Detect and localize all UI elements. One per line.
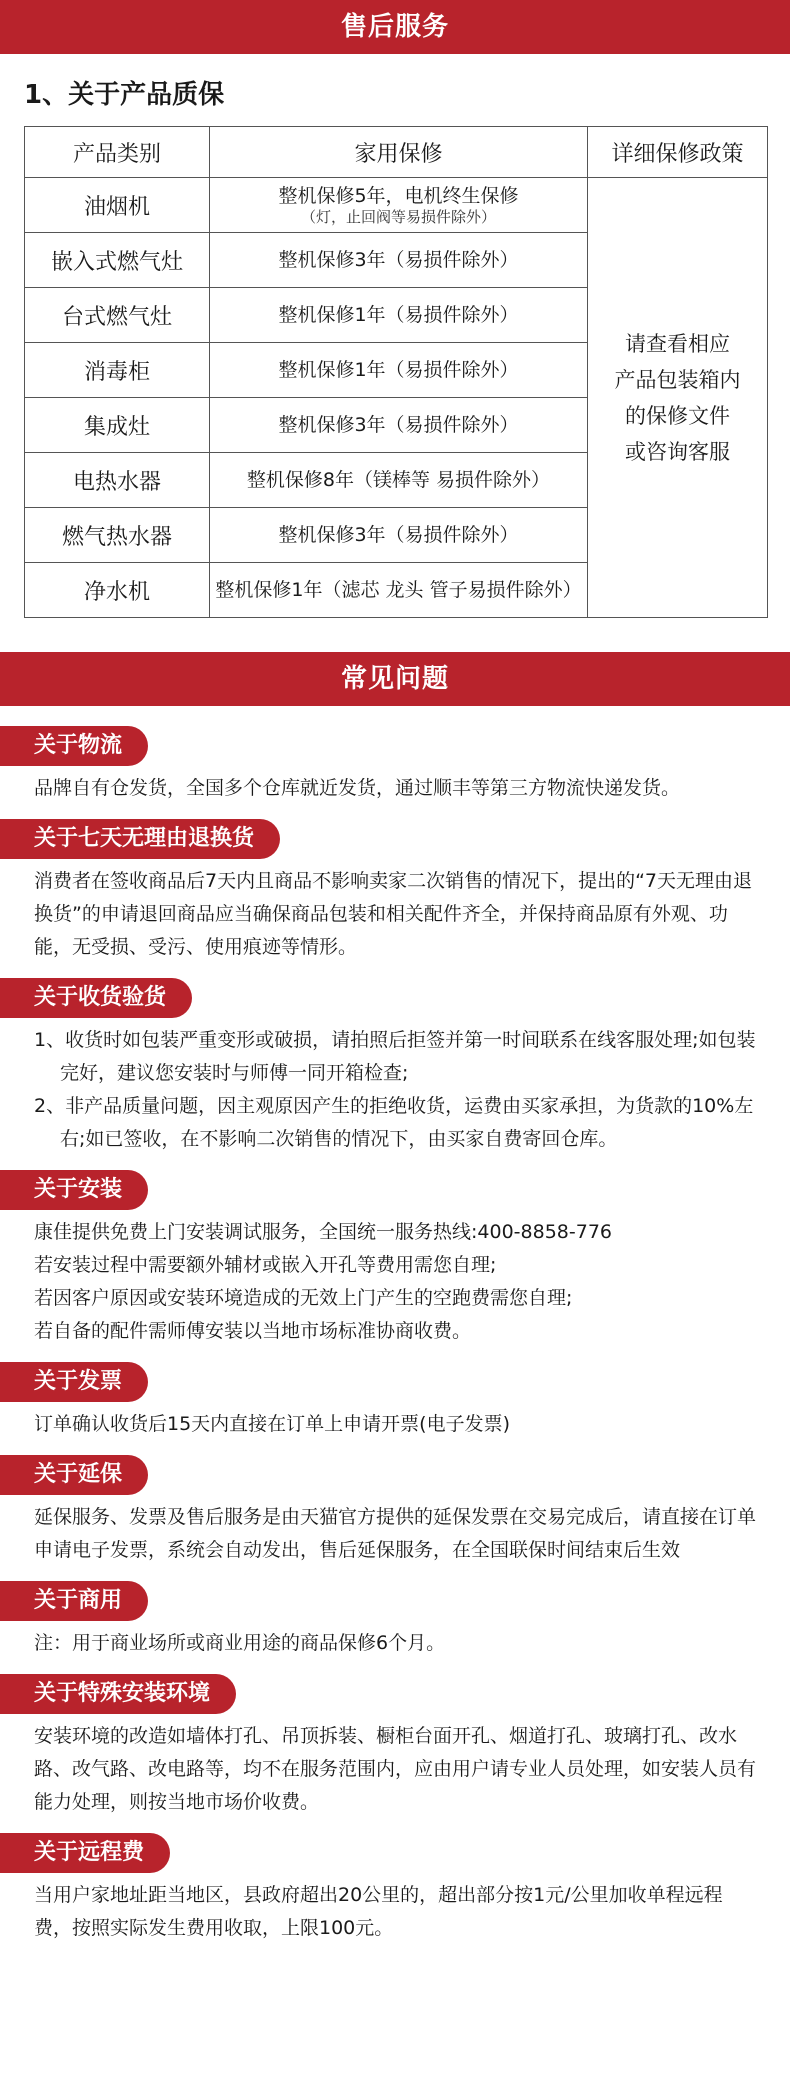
row-coverage: 整机保修3年（易损件除外） [210,233,588,288]
faq-title: 关于物流 [0,726,148,766]
faq-text: 订单确认收货后15天内直接在订单上申请开票(电子发票) [34,1413,511,1435]
faq-text: 注：用于商业场所或商业用途的商品保修6个月。 [34,1632,446,1654]
faq-seven-day-return [0,819,790,964]
coverage-note: （灯，止回阀等易损件除外） [300,208,496,226]
faq-line: 若自备的配件需师傅安装以当地市场标准协商收费。 [34,1320,472,1342]
faq-title: 关于七天无理由退换货 [0,819,280,859]
faq-title: 关于安装 [0,1170,148,1210]
row-category: 嵌入式燃气灶 [25,233,210,288]
table-header-row [25,127,768,178]
faq-logistics [0,726,790,805]
faq-title: 关于发票 [0,1362,148,1402]
faq-item: 1、收货时如包装严重变形或破损，请拍照后拒签并第一时间联系在线客服处理;如包装完好，建议您安装时与师傅一同开箱检查; [34,1029,756,1084]
faq-installation [0,1170,790,1348]
faq-title: 关于收货验货 [0,978,192,1018]
table-row [25,178,768,233]
header-coverage: 家用保修 [210,127,588,178]
faq-text-block [0,1018,790,1156]
faq-item: 2、非产品质量问题，因主观原因产生的拒绝收货，运费由买家承担，为货款的10%左右;如已签收，在不影响二次销售的情况下，由买家自费寄回仓库。 [34,1095,754,1150]
faq-line: 康佳提供免费上门安装调试服务，全国统一服务热线:400-8858-776 [34,1221,612,1243]
detail-line: 产品包装箱内 [614,367,741,392]
after-sales-banner: 售后服务 [0,0,790,54]
faq-inspection [0,978,790,1156]
faq-text: 延保服务、发票及售后服务是由天猫官方提供的延保发票在交易完成后，请直接在订单申请电子发票，系统会自动发出，售后延保服务，在全国联保时间结束后生效 [34,1506,757,1561]
row-category: 燃气热水器 [25,508,210,563]
row-category: 净水机 [25,563,210,618]
detail-policy-cell [588,178,768,618]
faq-title: 关于远程费 [0,1833,170,1873]
faq-text: 消费者在签收商品后7天内且商品不影响卖家二次销售的情况下，提出的“7天无理由退换货”的申请退回商品应当确保商品包装和相关配件齐全，并保持商品原有外观、功能，无受损、受污、使用痕迹等情形。 [34,870,753,958]
faq-title: 关于延保 [0,1455,148,1495]
faq-line: 若因客户原因或安装环境造成的无效上门产生的空跑费需您自理; [34,1287,573,1309]
faq-text: 当用户家地址距当地区，县政府超出20公里的，超出部分按1元/公里加收单程远程费，按照实际发生费用收取，上限100元。 [34,1884,723,1939]
detail-line: 的保修文件 [625,403,730,428]
header-category: 产品类别 [25,127,210,178]
faq-text: 品牌自有仓发货，全国多个仓库就近发货，通过顺丰等第三方物流快递发货。 [34,777,681,799]
row-category: 消毒柜 [25,343,210,398]
header-detail: 详细保修政策 [588,127,768,178]
row-category: 电热水器 [25,453,210,508]
row-category: 台式燃气灶 [25,288,210,343]
faq-banner: 常见问题 [0,652,790,706]
faq-text: 安装环境的改造如墙体打孔、吊顶拆装、橱柜台面开孔、烟道打孔、玻璃打孔、改水路、改气路、改电路等，均不在服务范围内，应由用户请专业人员处理，如安装人员有能力处理，则按当地市场价收费。 [34,1725,757,1813]
row-coverage: 整机保修1年（易损件除外） [210,288,588,343]
row-category: 油烟机 [25,178,210,233]
row-coverage: 整机保修3年（易损件除外） [210,398,588,453]
row-coverage: 整机保修1年（滤芯 龙头 管子易损件除外） [210,563,588,618]
coverage-text: 整机保修5年，电机终生保修 [278,185,519,207]
row-category: 集成灶 [25,398,210,453]
faq-line: 若安装过程中需要额外辅材或嵌入开孔等费用需您自理; [34,1254,497,1276]
faq-commercial [0,1581,790,1660]
faq-text-block [0,1210,790,1348]
detail-line: 请查看相应 [625,331,730,356]
row-coverage: 整机保修3年（易损件除外） [210,508,588,563]
faq-remote-fee [0,1833,790,1945]
faq-extended-warranty [0,1455,790,1567]
detail-line: 或咨询客服 [625,439,730,464]
faq-title: 关于特殊安装环境 [0,1674,236,1714]
warranty-table [24,126,768,618]
warranty-subtitle: 1、关于产品质保 [24,80,225,110]
faq-list [0,726,790,1945]
row-coverage [210,178,588,233]
row-coverage: 整机保修1年（易损件除外） [210,343,588,398]
faq-special-environment [0,1674,790,1819]
faq-title: 关于商用 [0,1581,148,1621]
faq-invoice [0,1362,790,1441]
row-coverage: 整机保修8年（镁棒等 易损件除外） [210,453,588,508]
